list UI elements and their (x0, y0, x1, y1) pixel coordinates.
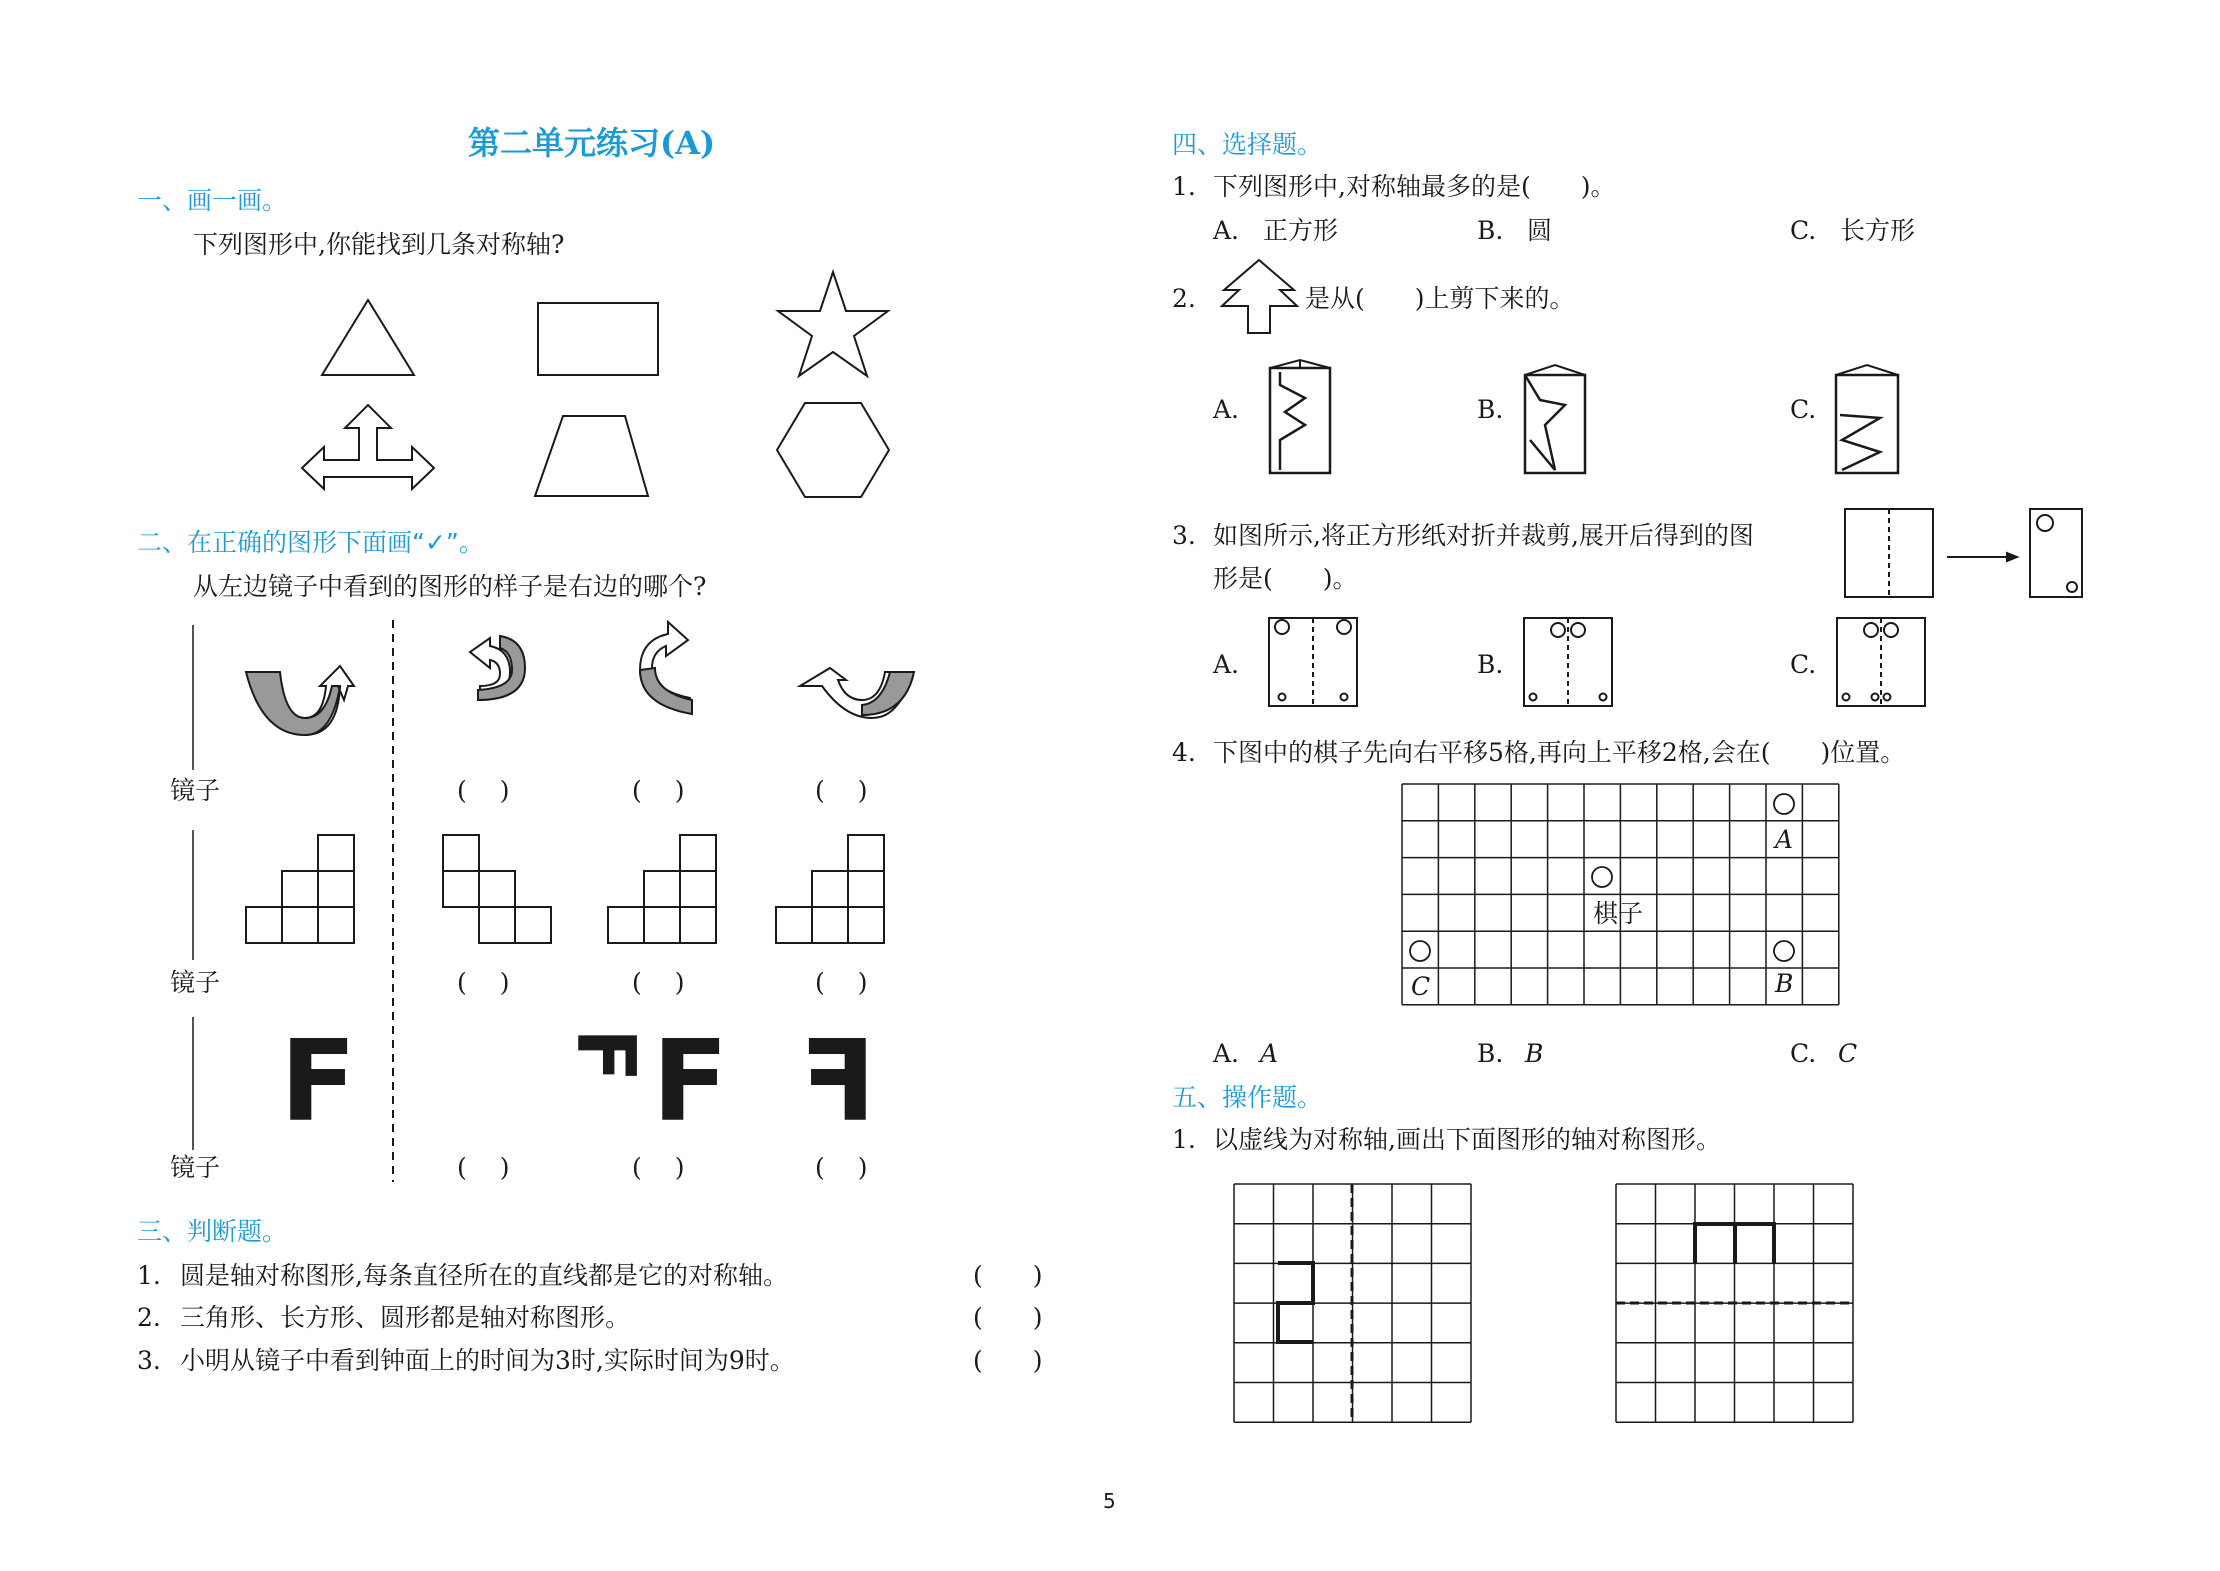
s4-q3-opt-c-key[interactable]: C. (1790, 650, 1817, 679)
s4-q4-text: 下图中的棋子先向右平移5格,再向上平移2格,会在( )位置。 (1213, 738, 1906, 767)
section4-heading: 四、选择题。 (1172, 130, 1323, 159)
section3-item-2-num: 2. (137, 1303, 161, 1332)
s4-q4-opt-b-key[interactable]: B. (1477, 1039, 1504, 1068)
s4-q4-opt-a-key[interactable]: A. (1213, 1039, 1240, 1068)
s4-q4-opt-c-key[interactable]: C. (1790, 1039, 1817, 1068)
row3-option-2-f: F (652, 1017, 729, 1147)
s4-q1-opt-c-text: 长方形 (1840, 216, 1916, 245)
section1-prompt: 下列图形中,你能找到几条对称轴? (193, 230, 565, 259)
grid-label-c: C (1411, 972, 1431, 1001)
s4-q1-num: 1. (1172, 172, 1196, 201)
page-number: 5 (1103, 1489, 1116, 1513)
row3-blank-3[interactable]: ( ) (815, 1153, 868, 1182)
section1-heading: 一、画一画。 (137, 186, 288, 215)
row3-original-f: F (280, 1017, 357, 1147)
s5-q1-text: 以虚线为对称轴,画出下面图形的轴对称图形。 (1213, 1125, 1721, 1154)
section3-item-1-text: 圆是轴对称图形,每条直径所在的直线都是它的对称轴。 (180, 1261, 788, 1290)
section3-item-1-num: 1. (137, 1261, 161, 1290)
s4-q4-opt-a-text: A (1260, 1039, 1279, 1068)
grid-label-piece: 棋子 (1593, 899, 1644, 928)
row3-mirror-label: 镜子 (170, 1153, 221, 1182)
s4-q1-opt-c-key[interactable]: C. (1790, 216, 1817, 245)
s4-q1-opt-b-text: 圆 (1527, 216, 1553, 245)
s4-q4-opt-c-text: C (1838, 1039, 1858, 1068)
s4-q1-opt-b-key[interactable]: B. (1477, 216, 1504, 245)
row3-blank-2[interactable]: ( ) (632, 1153, 685, 1182)
row3-blank-1[interactable]: ( ) (457, 1153, 510, 1182)
page-title: 第二单元练习(A) (468, 124, 716, 162)
row3-option-1-f: F (559, 1028, 652, 1083)
row1-blank-2[interactable]: ( ) (632, 776, 685, 805)
s4-q1-opt-a-key[interactable]: A. (1213, 216, 1240, 245)
s5-left-shape (1278, 1263, 1313, 1342)
section3-item-3-text: 小明从镜子中看到钟面上的时间为3时,实际时间为9时。 (180, 1346, 795, 1375)
s5-q1-num: 1. (1172, 1125, 1196, 1154)
grid-label-b: B (1775, 969, 1794, 998)
section3-item-2-blank[interactable]: ( ) (973, 1303, 1043, 1332)
section3-item-3-blank[interactable]: ( ) (973, 1346, 1043, 1375)
section5-heading: 五、操作题。 (1172, 1083, 1323, 1112)
row2-blank-1[interactable]: ( ) (457, 968, 510, 997)
s4-q2-text: 是从( )上剪下来的。 (1305, 284, 1575, 313)
s4-q2-opt-b-key[interactable]: B. (1477, 395, 1504, 424)
row1-blank-3[interactable]: ( ) (815, 776, 868, 805)
row2-blank-2[interactable]: ( ) (632, 968, 685, 997)
s4-q3-opt-b-key[interactable]: B. (1477, 650, 1504, 679)
s4-q3-num: 3. (1172, 521, 1196, 550)
row3-option-3-f: F (799, 1017, 876, 1147)
section3-heading: 三、判断题。 (137, 1217, 288, 1246)
row1-mirror-label: 镜子 (170, 776, 221, 805)
s4-q4-opt-b-text: B (1525, 1039, 1544, 1068)
s4-q4-num: 4. (1172, 738, 1196, 767)
section3-item-1-blank[interactable]: ( ) (973, 1261, 1043, 1290)
s4-q2-num: 2. (1172, 284, 1196, 313)
grid-label-a: A (1775, 825, 1794, 854)
section3-item-2-text: 三角形、长方形、圆形都是轴对称图形。 (180, 1303, 631, 1332)
section2-heading: 二、在正确的图形下面画“✓”。 (137, 528, 484, 557)
row2-blank-3[interactable]: ( ) (815, 968, 868, 997)
s4-q1-opt-a-text: 正方形 (1263, 216, 1339, 245)
section3-item-3-num: 3. (137, 1346, 161, 1375)
s4-q3-text-line1: 如图所示,将正方形纸对折并裁剪,展开后得到的图 (1213, 521, 1754, 550)
s4-q2-opt-c-key[interactable]: C. (1790, 395, 1817, 424)
s4-q3-text-line2: 形是( )。 (1213, 564, 1358, 593)
row2-mirror-label: 镜子 (170, 968, 221, 997)
s4-q2-opt-a-key[interactable]: A. (1213, 395, 1240, 424)
section2-prompt: 从左边镜子中看到的图形的样子是右边的哪个? (193, 572, 707, 601)
s4-q1-text: 下列图形中,对称轴最多的是( )。 (1213, 172, 1616, 201)
s4-q3-opt-a-key[interactable]: A. (1213, 650, 1240, 679)
row1-blank-1[interactable]: ( ) (457, 776, 510, 805)
